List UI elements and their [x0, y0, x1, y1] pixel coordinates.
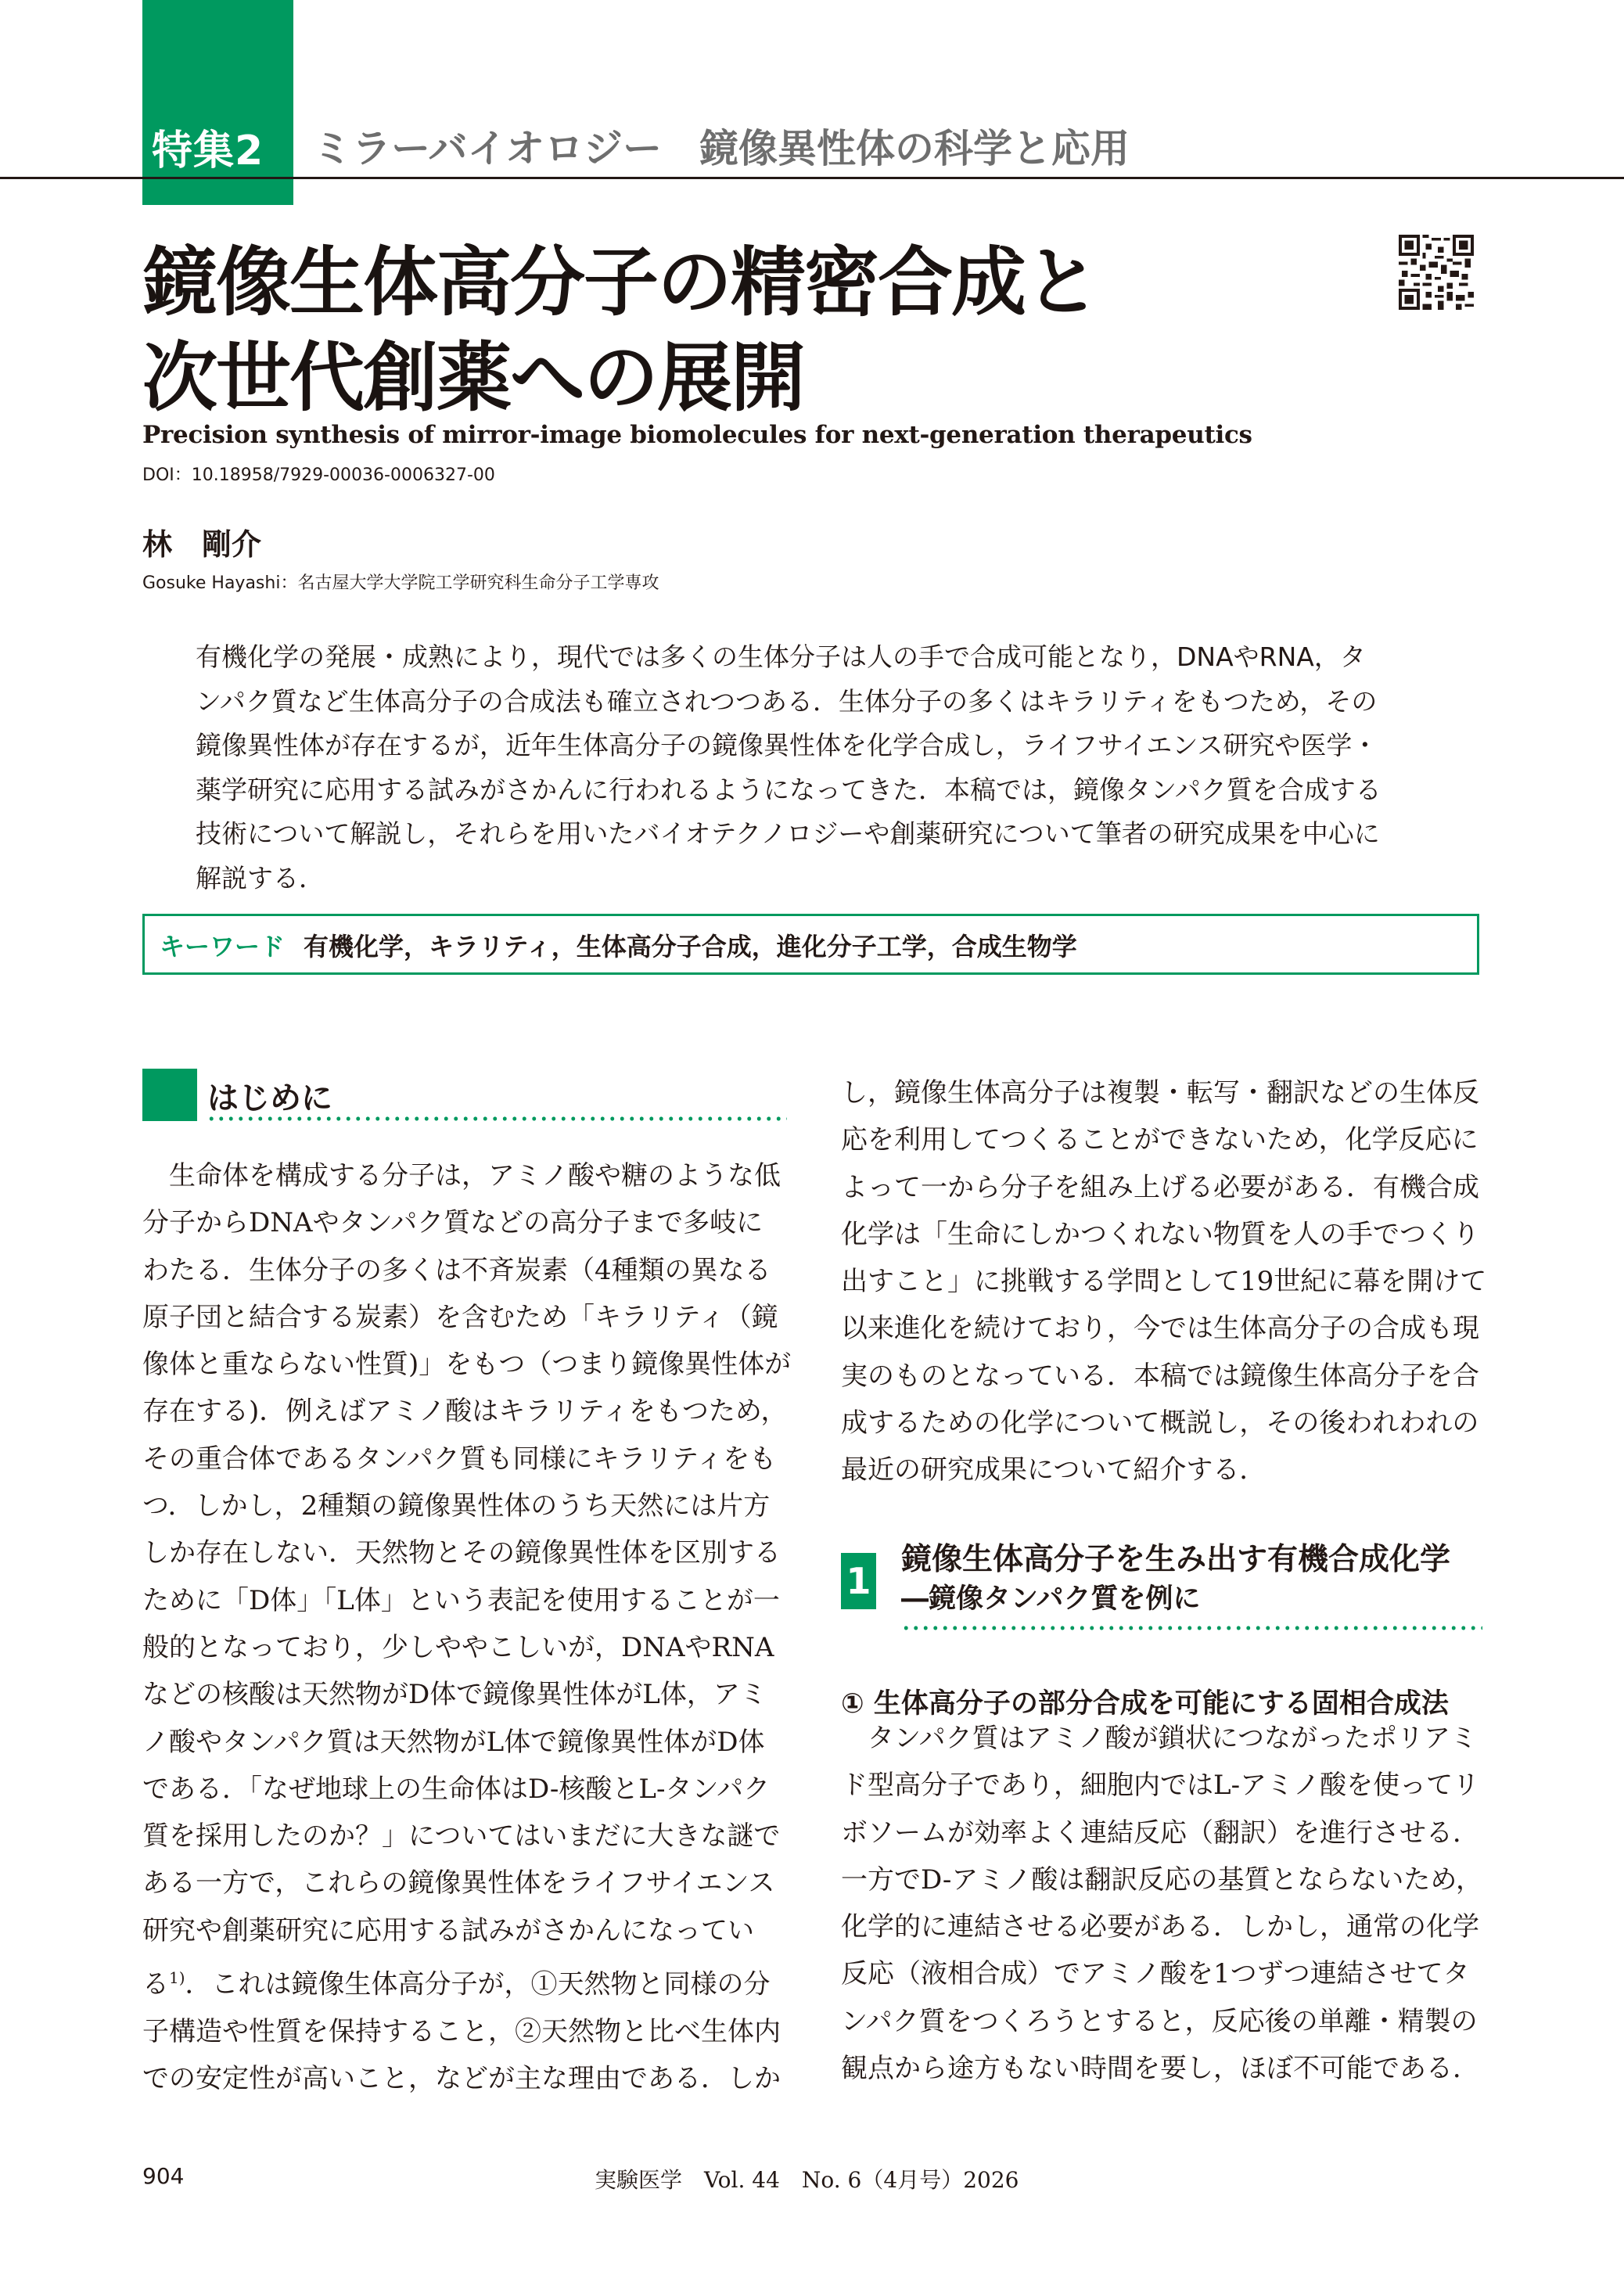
- body-line: 質を採用したのか？」についてはいまだに大きな謎で: [142, 1820, 781, 1853]
- journal-citation: 実験医学 Vol. 44 No. 6（4月号）2026: [595, 2167, 1019, 2193]
- abstract-line: 鏡像異性体が存在するが，近年生体高分子の鏡像異性体を化学合成し，ライフサイエンス研究や医学・: [196, 730, 1378, 760]
- body-line: ボソームが効率よく連結反応（翻訳）を進行させる．: [841, 1817, 1479, 1849]
- right-column-section1: [841, 1715, 1482, 2092]
- body-line: 出すこと」に挑戦する学問として19世紀に幕を開けて: [841, 1266, 1487, 1298]
- body-line: での安定性が高いこと，などが主な理由である．しか: [142, 2062, 781, 2094]
- body-line: つ．しかし，2種類の鏡像異性体のうち天然には片方: [142, 1490, 771, 1522]
- body-line: 存在する)．例えばアミノ酸はキラリティをもつため，: [142, 1396, 788, 1428]
- body-line: ンパク質をつくろうとすると，反応後の単離・精製の: [841, 2005, 1478, 2037]
- body-line: である．「なぜ地球上の生命体はD-核酸とL-タンパク: [142, 1773, 771, 1805]
- author-name: 林 剛介: [142, 527, 262, 562]
- body-line: ド型高分子であり，細胞内ではL-アミノ酸を使ってリ: [841, 1770, 1480, 1802]
- body-line: 研究や創薬研究に応用する試みがさかんになってい: [142, 1914, 754, 1946]
- intro-heading: はじめに: [207, 1080, 332, 1116]
- body-line: ために「D体」「L体」という表記を使用することが一: [142, 1584, 780, 1616]
- body-line: 観点から途方もない時間を要し，ほぼ不可能である．: [841, 2053, 1479, 2085]
- series-title: [313, 117, 1130, 174]
- body-line: 化学的に連結させる必要がある．しかし，通常の化学: [841, 1911, 1479, 1943]
- abstract-line: 薬学研究に応用する試みがさかんに行われるようになってきた．本稿では，鏡像タンパク質を合成する: [196, 774, 1381, 805]
- body-line: 生命体を構成する分子は，アミノ酸や糖のような低: [142, 1160, 781, 1191]
- reference-link[interactable]: 1): [169, 1968, 185, 1988]
- series-title-main: ミラーバイオロジー: [313, 126, 662, 171]
- body-text: る: [142, 1968, 169, 2000]
- body-line: 化学は「生命にしかつくれない物質を人の手でつくり: [841, 1218, 1479, 1250]
- body-line: 一方でD-アミノ酸は翻訳反応の基質とならないため，: [841, 1864, 1483, 1896]
- body-line: 最近の研究成果について紹介する．: [841, 1454, 1267, 1486]
- body-line: しか存在しない．天然物とその鏡像異性体を区別する: [142, 1537, 781, 1569]
- body-line: し，鏡像生体高分子は複製・転写・翻訳などの生体反: [841, 1077, 1479, 1109]
- abstract: [196, 635, 1435, 900]
- section-heading-dotted-rule: [901, 1626, 1482, 1630]
- doi[interactable]: DOI：10.18958/7929-00036-0006327-00: [142, 465, 495, 485]
- section-number-badge: 1: [841, 1553, 876, 1609]
- qr-code-icon[interactable]: [1399, 235, 1474, 310]
- abstract-line: ンパク質など生体高分子の合成法も確立されつつある．生体分子の多くはキラリティをもつため，その: [196, 685, 1378, 717]
- article-title: [142, 235, 1098, 426]
- body-line: 以来進化を続けており，今では生体高分子の合成も現: [841, 1313, 1479, 1345]
- body-line: [142, 1954, 791, 2008]
- body-line: その重合体であるタンパク質も同様にキラリティをも: [142, 1443, 777, 1475]
- body-line: 成するための化学について概説し，その後われわれの: [841, 1407, 1479, 1439]
- series-title-sub: 鏡像異性体の科学と応用: [699, 126, 1130, 171]
- author-affiliation: Gosuke Hayashi：名古屋大学大学院工学研究科生命分子工学専攻: [142, 573, 659, 593]
- article-title-line: 次世代創薬への展開: [142, 334, 804, 422]
- body-line: 般的となっており，少しややこしいが，DNAやRNA: [142, 1631, 774, 1663]
- body-line: 応を利用してつくることができないため，化学反応に: [841, 1124, 1478, 1156]
- body-line: などの核酸は天然物がD体で鏡像異性体がL体，アミ: [142, 1679, 767, 1711]
- body-line: よって一から分子を組み上げる必要がある．有機合成: [841, 1171, 1479, 1203]
- keywords-label: キーワード: [160, 932, 286, 961]
- body-line: ある一方で，これらの鏡像異性体をライフサイエンス: [142, 1867, 775, 1899]
- english-title: Precision synthesis of mirror-image biomolecules for next-generation therapeutics: [142, 421, 1252, 449]
- body-line: タンパク質はアミノ酸が鎖状につながったポリアミ: [841, 1723, 1477, 1754]
- page-number: 904: [142, 2163, 185, 2189]
- article-title-line: 鏡像生体高分子の精密合成と: [142, 239, 1098, 326]
- body-line: ノ酸やタンパク質は天然物がL体で鏡像異性体がD体: [142, 1726, 765, 1758]
- series-tab-label: 特集2: [152, 128, 264, 174]
- left-column: [142, 1152, 791, 2102]
- keywords-list: 有機化学，キラリティ，生体高分子合成，進化分子工学，合成生物学: [304, 932, 1077, 961]
- abstract-line: 解説する．: [196, 862, 325, 893]
- abstract-line: 技術について解説し，それらを用いたバイオテクノロジーや創薬研究について筆者の研究成果を中心に: [196, 818, 1380, 849]
- body-line: 反応（液相合成）でアミノ酸を1つずつ連結させてタ: [841, 1958, 1470, 1990]
- body-line: わたる．生体分子の多くは不斉炭素（4種類の異なる: [142, 1254, 771, 1286]
- body-line: 原子団と結合する炭素）を含むため「キラリティ（鏡: [142, 1301, 778, 1333]
- section-heading: 鏡像生体高分子を生み出す有機合成化学: [901, 1542, 1451, 1577]
- body-line: 子構造や性質を保持すること，②天然物と比べ生体内: [142, 2015, 781, 2047]
- intro-heading-marker: [142, 1069, 197, 1121]
- intro-heading-dotted-rule: [207, 1116, 787, 1121]
- body-line: 分子からDNAやタンパク質などの高分子まで多岐に: [142, 1207, 763, 1239]
- header-rule: [0, 177, 1624, 179]
- subsection-heading: ① 生体高分子の部分合成を可能にする固相合成法: [841, 1688, 1449, 1720]
- body-text: ．これは鏡像生体高分子が，①天然物と同様の分: [185, 1968, 771, 2000]
- section-subheading: ―鏡像タンパク質を例に: [901, 1583, 1201, 1615]
- abstract-line: 有機化学の発展・成熟により，現代では多くの生体分子は人の手で合成可能となり，DNAやRNA，タ: [196, 642, 1366, 672]
- right-column-intro: [841, 1069, 1486, 1494]
- body-line: 実のものとなっている．本稿では鏡像生体高分子を合: [841, 1360, 1479, 1392]
- body-line: 像体と重ならない性質)」をもつ（つまり鏡像異性体が: [142, 1349, 792, 1381]
